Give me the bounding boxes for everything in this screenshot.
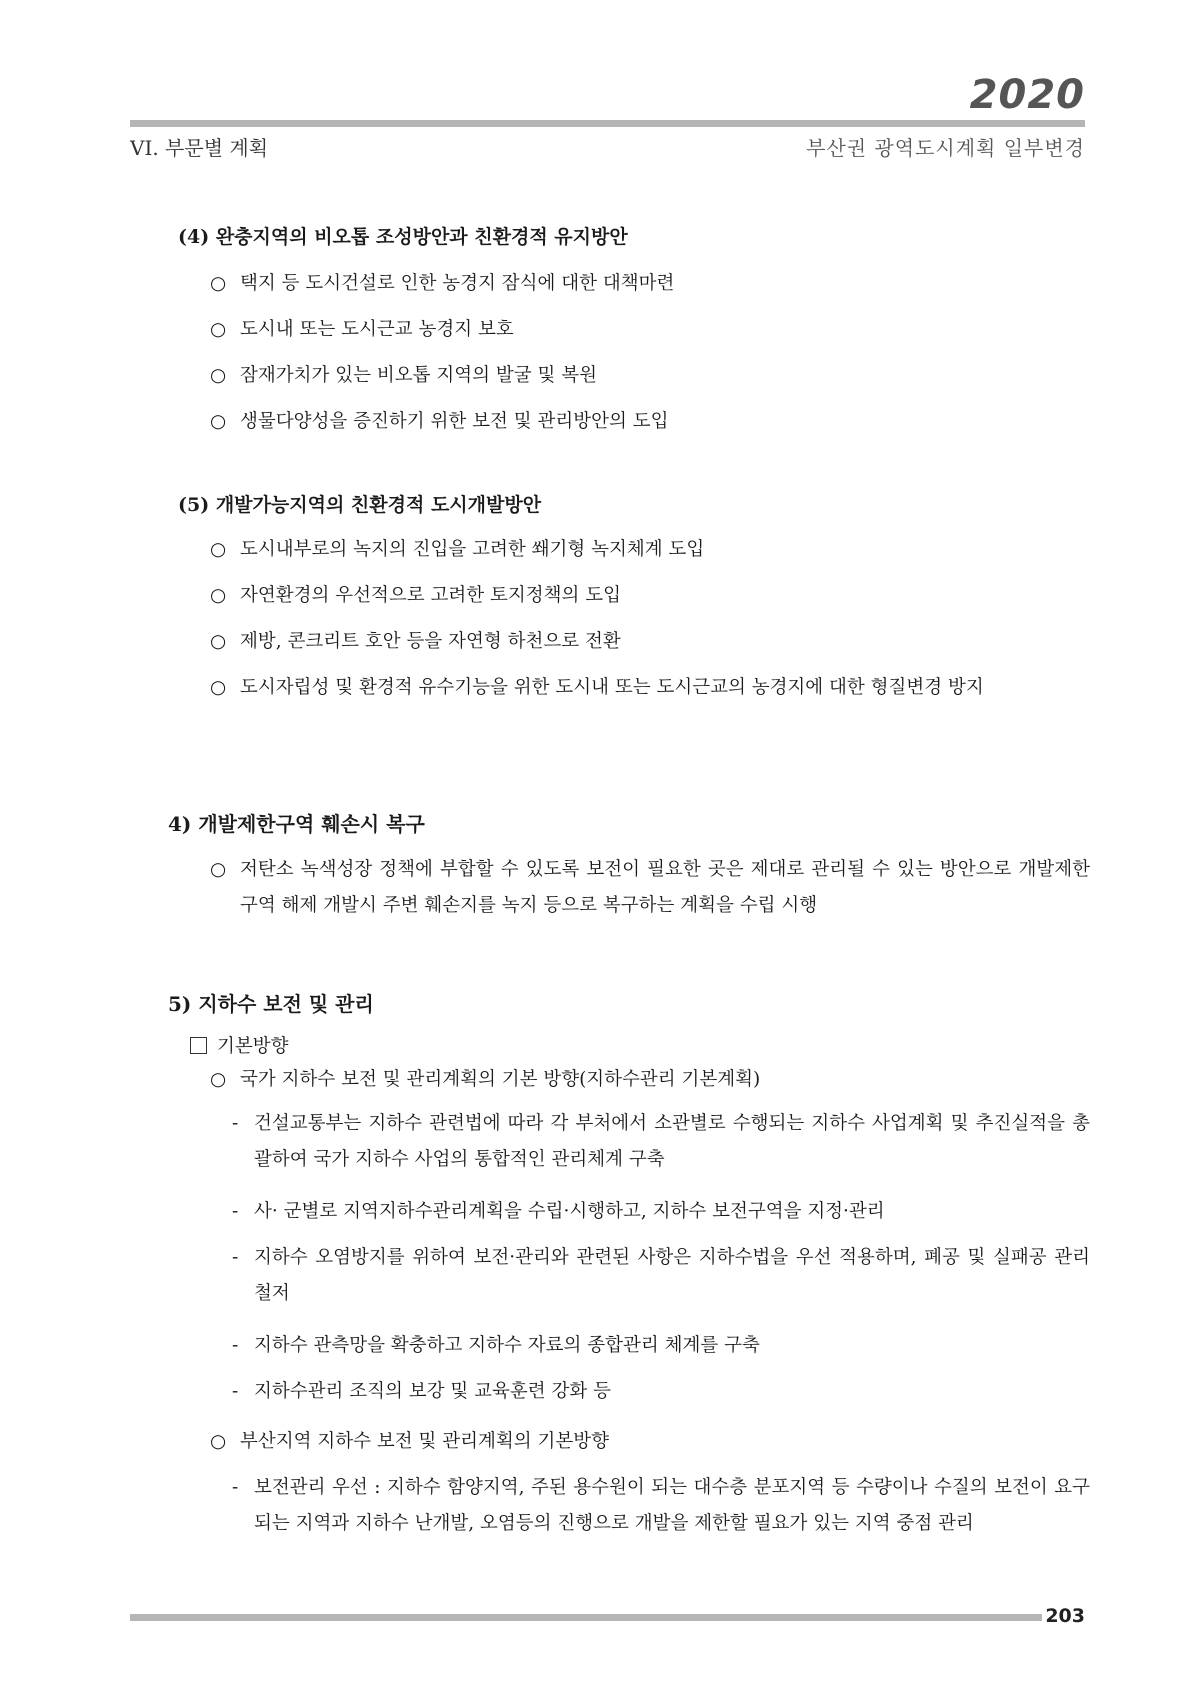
list-item: ○ 도시내 또는 도시근교 농경지 보호 [210, 319, 514, 340]
list-item: ○ 생물다양성을 증진하기 위한 보전 및 관리방안의 도입 [210, 411, 669, 432]
footer-rule [130, 1614, 1042, 1621]
section-4-heading: 4) 개발제한구역 훼손시 복구 [168, 812, 425, 836]
list-item: ○ 국가 지하수 보전 및 관리계획의 기본 방향(지하수관리 기본계획) [210, 1069, 761, 1090]
sub-list-item: - 사· 군별로 지역지하수관리계획을 수립·시행하고, 지하수 보전구역을 지정·관리 [232, 1201, 885, 1222]
section-4-subheading: (4) 완충지역의 비오톱 조성방안과 친환경적 유지방안 [178, 226, 628, 248]
sub-list-item: - 건설교통부는 지하수 관련법에 따라 각 부처에서 소관별로 수행되는 지하수 사업계획 및 추진실적을 총괄하여 국가 지하수 사업의 통합적인 관리체계 구축 [232, 1113, 1090, 1170]
checkbox-square-icon [190, 1037, 207, 1054]
section-5-subheading: (5) 개발가능지역의 친환경적 도시개발방안 [178, 494, 542, 516]
sub-list-item: - 지하수 관측망을 확충하고 지하수 자료의 종합관리 체계를 구축 [232, 1335, 760, 1356]
page-year: 2020 [969, 72, 1085, 118]
sub-list-item: - 지하수 오염방지를 위하여 보전·관리와 관련된 사항은 지하수법을 우선 적용하며, 폐공 및 실패공 관리 철저 [232, 1247, 1090, 1304]
header-rule [130, 120, 1085, 127]
list-item: ○ 도시내부로의 녹지의 진입을 고려한 쐐기형 녹지체계 도입 [210, 539, 705, 560]
page-number: 203 [1045, 1605, 1085, 1627]
sub-list-item: - 보전관리 우선 : 지하수 함양지역, 주된 용수원이 되는 대수층 분포지역 등 수량이나 수질의 보전이 요구되는 지역과 지하수 난개발, 오염등의 진행으로 개발을 제한할 필요가 있는 지역 중점 관리 [232, 1477, 1090, 1534]
sub-list-item: - 지하수관리 조직의 보강 및 교육훈련 강화 등 [232, 1381, 611, 1402]
section-5-heading: 5) 지하수 보전 및 관리 [168, 992, 374, 1016]
list-item: ○ 제방, 콘크리트 호안 등을 자연형 하천으로 전환 [210, 631, 621, 652]
list-item: ○ 잠재가치가 있는 비오톱 지역의 발굴 및 복원 [210, 365, 597, 386]
box-heading: 기본방향 [190, 1032, 288, 1058]
list-item: ○ 부산지역 지하수 보전 및 관리계획의 기본방향 [210, 1431, 609, 1452]
list-item: ○ 저탄소 녹색성장 정책에 부합할 수 있도록 보전이 필요한 곳은 제대로 관리될 수 있는 방안으로 개발제한구역 해제 개발시 주변 훼손지를 녹지 등으로 복구하는 계획을 수립 시행 [210, 859, 1090, 916]
chapter-title: VI. 부문별 계획 [130, 136, 269, 160]
list-item: ○ 도시자립성 및 환경적 유수기능을 위한 도시내 또는 도시근교의 농경지에 대한 형질변경 방지 [210, 677, 984, 698]
document-title: 부산권 광역도시계획 일부변경 [806, 136, 1085, 160]
list-item: ○ 택지 등 도시건설로 인한 농경지 잠식에 대한 대책마련 [210, 273, 675, 294]
list-item: ○ 자연환경의 우선적으로 고려한 토지정책의 도입 [210, 585, 621, 606]
